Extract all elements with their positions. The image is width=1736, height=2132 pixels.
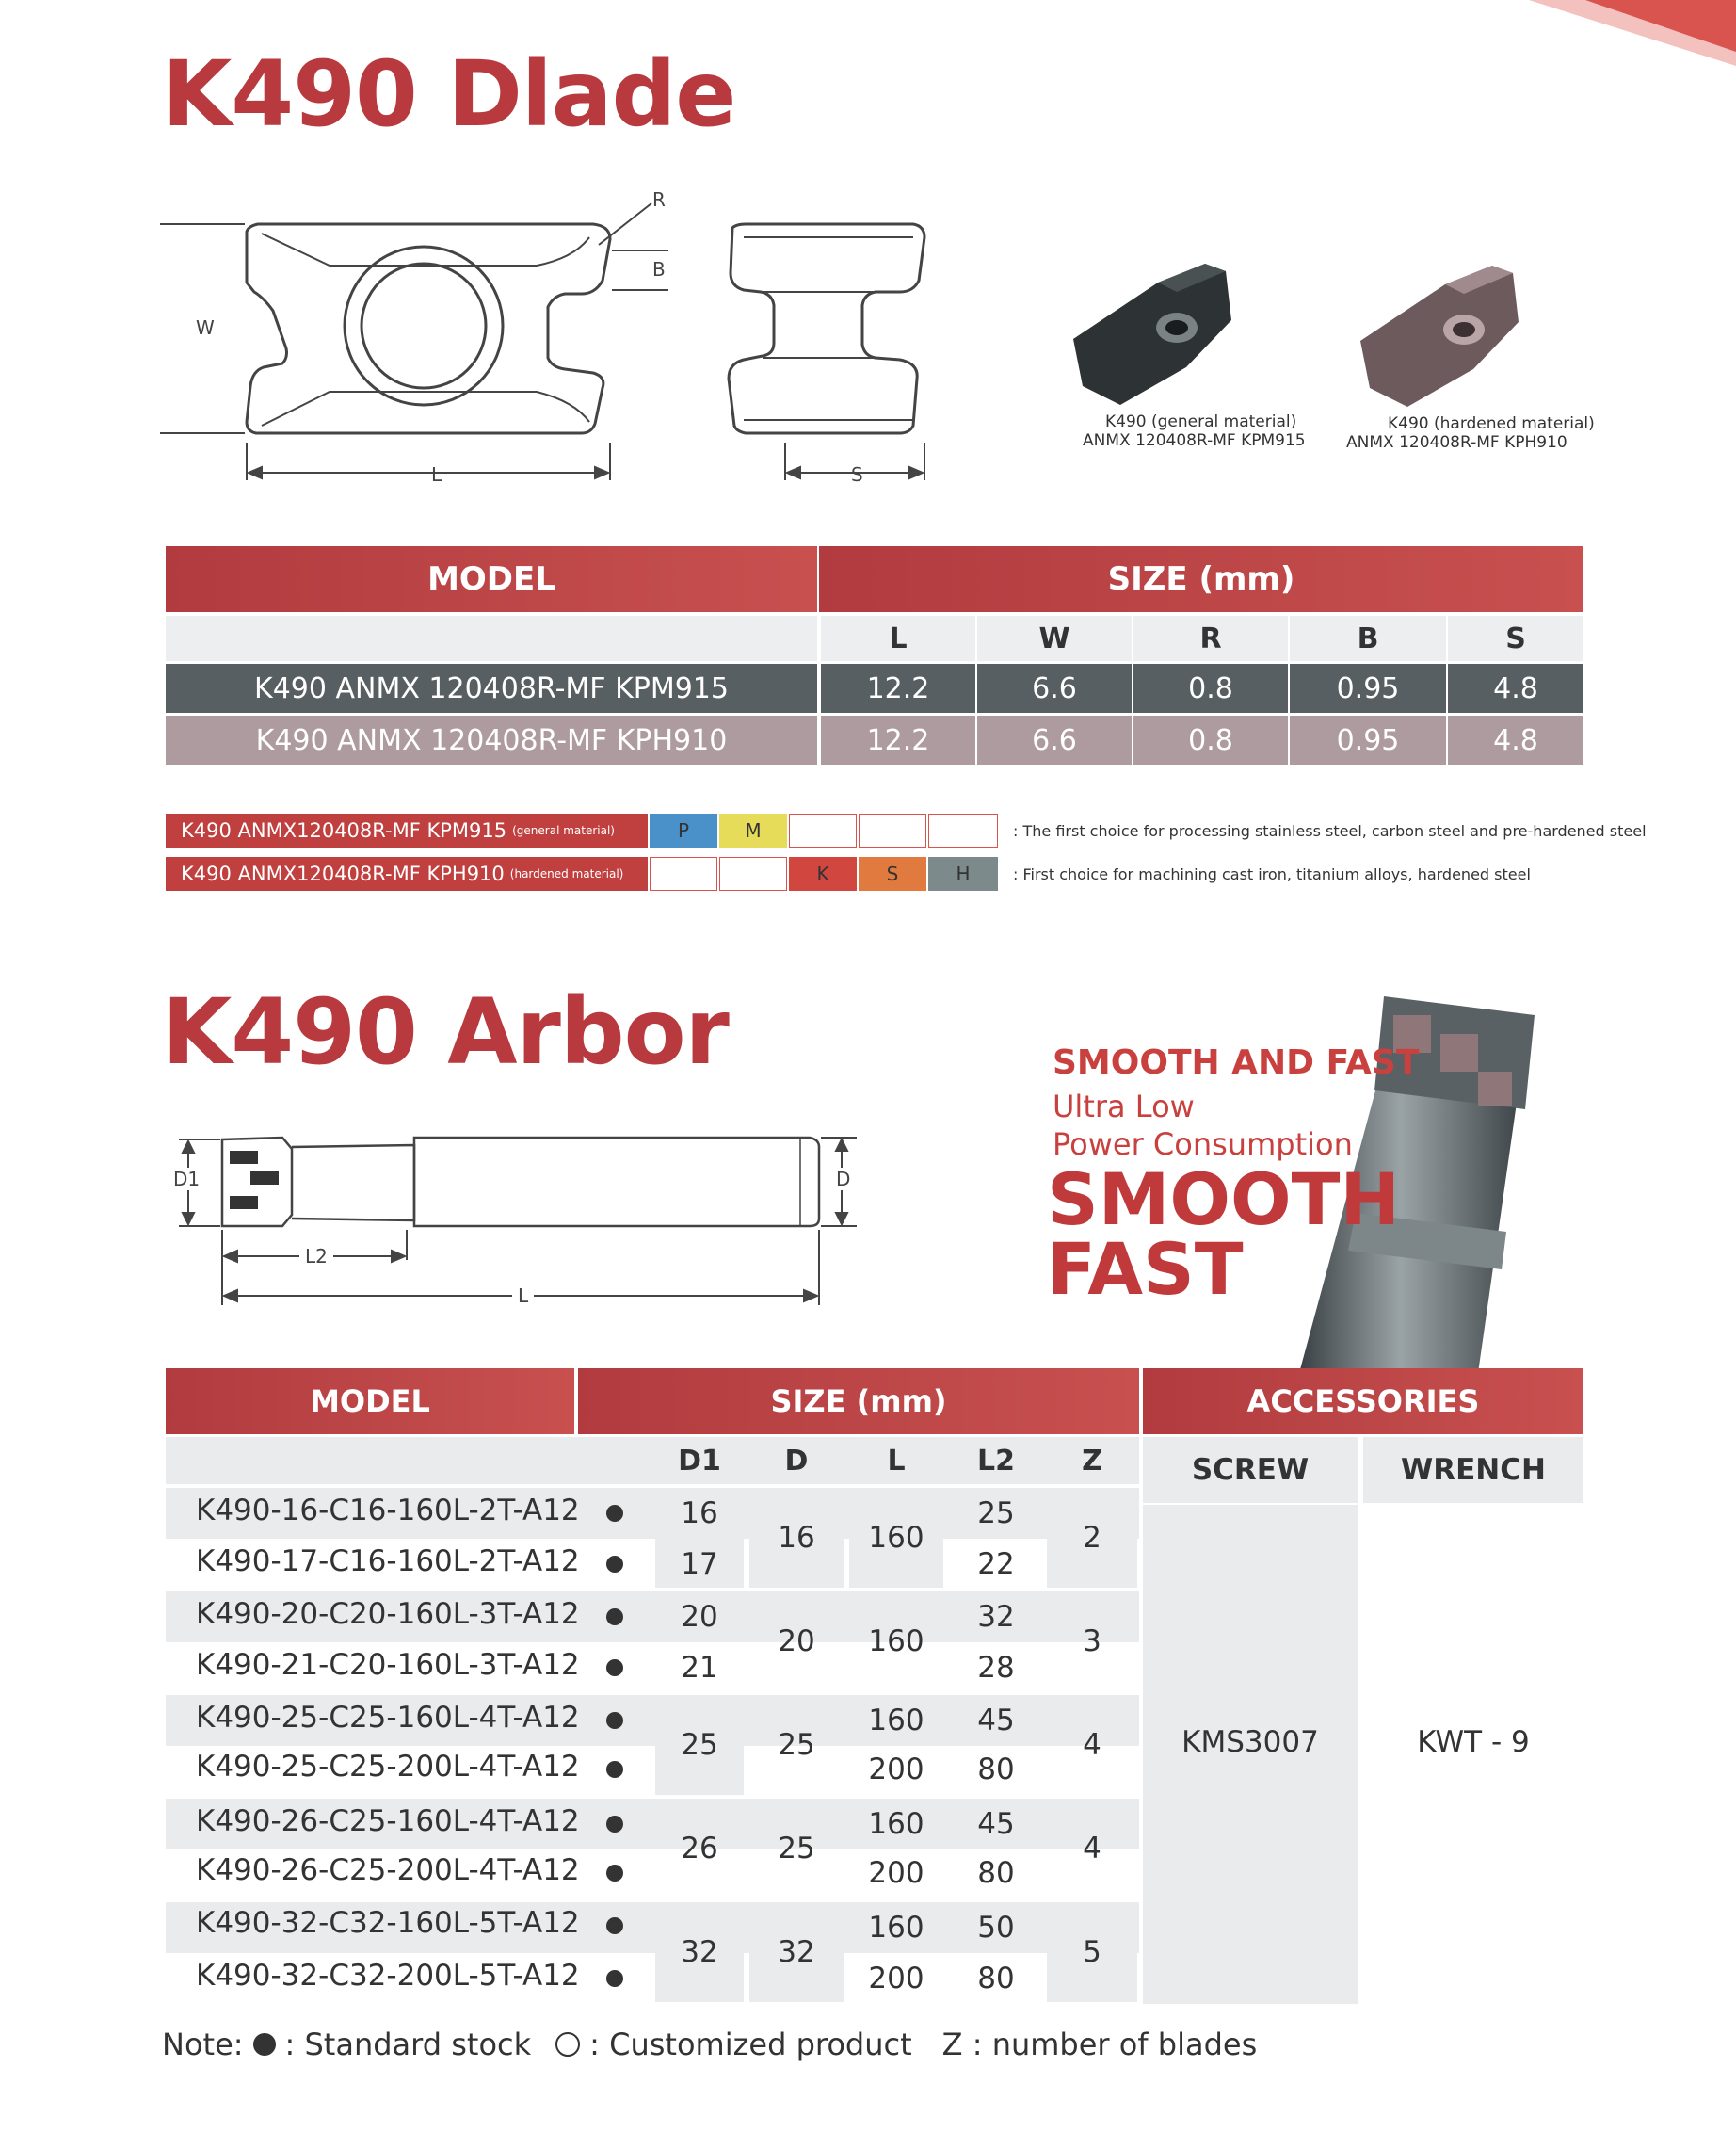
g2-l2-b: 28 (977, 1651, 1015, 1685)
stock-dot-3 (606, 1608, 623, 1625)
g4-d: 25 (778, 1832, 815, 1866)
blade-row2-model: K490 ANMX 120408R-MF KPH910 (166, 716, 817, 765)
model-row-10: K490-32-C32-200L-5T-A12 (196, 1959, 580, 1993)
g4-z: 4 (1083, 1832, 1101, 1866)
stock-dot-1 (606, 1505, 623, 1522)
wrench-value: KWT - 9 (1417, 1725, 1530, 1759)
g1-l2-a: 25 (977, 1496, 1015, 1530)
material-row1-empty-2 (859, 814, 926, 848)
blade-photo-general (1064, 254, 1262, 405)
g4-l-a: 160 (868, 1807, 924, 1841)
blade-row2-W: 6.6 (977, 716, 1132, 765)
label-S: S (851, 463, 863, 486)
stock-dot-10 (606, 1970, 623, 1987)
g3-d: 25 (778, 1728, 815, 1762)
model-row-1: K490-16-C16-160L-2T-A12 (196, 1494, 580, 1527)
g3-d1: 25 (681, 1728, 718, 1762)
g5-l2-b: 80 (977, 1962, 1015, 1995)
g3-z: 4 (1083, 1728, 1101, 1762)
arbor-model-header: MODEL (166, 1368, 574, 1434)
model-row-6: K490-25-C25-200L-4T-A12 (196, 1750, 580, 1784)
screw-value: KMS3007 (1181, 1725, 1319, 1759)
stock-dot-8 (606, 1865, 623, 1882)
model-row-8: K490-26-C25-200L-4T-A12 (196, 1853, 580, 1887)
note-standard: : Standard stock (284, 2027, 532, 2062)
arbor-size-header: SIZE (mm) (578, 1368, 1139, 1434)
note-z: Z : number of blades (941, 2027, 1258, 2062)
material-row1-note: : The first choice for processing stainless steel, carbon steel and pre-hardened steel (1013, 822, 1647, 840)
g2-z: 3 (1083, 1624, 1101, 1658)
blade-row2-L: 12.2 (821, 716, 975, 765)
model-row-4: K490-21-C20-160L-3T-A12 (196, 1648, 580, 1682)
arbor-col-D1: D1 (678, 1444, 721, 1478)
g2-d1-a: 20 (681, 1600, 718, 1634)
photo-hardened-caption (1346, 414, 1610, 452)
promo-line4: SMOOTH (1047, 1157, 1401, 1241)
arbor-col-Z: Z (1082, 1444, 1102, 1478)
g1-z: 2 (1083, 1521, 1101, 1555)
photo-general-line1: K490 (general material) (1105, 412, 1297, 431)
promo-line3: Power Consumption (1053, 1126, 1353, 1162)
material-row2-model: K490 ANMX120408R-MF KPH910 (181, 863, 505, 885)
g2-d: 20 (778, 1624, 815, 1658)
g2-l2-a: 32 (977, 1600, 1015, 1634)
g4-l2-b: 80 (977, 1856, 1015, 1890)
arbor-col-wrench: WRENCH (1363, 1437, 1583, 1503)
note-custom: : Customized product (589, 2027, 912, 2062)
label-D: D (832, 1168, 854, 1190)
model-row-7: K490-26-C25-160L-4T-A12 (196, 1804, 580, 1838)
blade-col-L: L (821, 616, 975, 661)
g4-l2-a: 45 (977, 1807, 1015, 1841)
blade-row2-R: 0.8 (1133, 716, 1288, 765)
g1-d1-a: 16 (681, 1496, 718, 1530)
g2-l: 160 (868, 1624, 924, 1658)
photo-general-line2: ANMX 120408R-MF KPM915 (1083, 431, 1306, 450)
material-row2-label (166, 857, 648, 891)
label-L2: L2 (299, 1245, 333, 1268)
g5-z: 5 (1083, 1935, 1101, 1969)
g1-l2-b: 22 (977, 1547, 1015, 1581)
standard-stock-icon (253, 2033, 276, 2056)
photo-hardened-line1: K490 (hardened material) (1388, 414, 1595, 433)
blade-row1-L: 12.2 (821, 664, 975, 713)
g4-l-b: 200 (868, 1856, 924, 1890)
g5-l2-a: 50 (977, 1911, 1015, 1945)
material-K-cell: K (789, 857, 857, 891)
g3-l2-b: 80 (977, 1752, 1015, 1786)
g5-d1: 32 (681, 1935, 718, 1969)
corner-decoration (1529, 0, 1736, 66)
blade-row1-R: 0.8 (1133, 664, 1288, 713)
note-prefix: Note: (162, 2027, 244, 2062)
stock-dot-7 (606, 1816, 623, 1833)
blade-col-W: W (977, 616, 1132, 661)
model-row-9: K490-32-C32-160L-5T-A12 (196, 1906, 580, 1940)
blade-row1-W: 6.6 (977, 664, 1132, 713)
blade-row1-S: 4.8 (1448, 664, 1583, 713)
blade-row2-S: 4.8 (1448, 716, 1583, 765)
arbor-col-L: L (887, 1444, 906, 1478)
blade-photo-hardened (1351, 256, 1549, 407)
stock-dot-6 (606, 1761, 623, 1778)
model-row-5: K490-25-C25-160L-4T-A12 (196, 1701, 580, 1735)
g2-d1-b: 21 (681, 1651, 718, 1685)
material-row1-tag: (general material) (512, 824, 615, 837)
g5-d: 32 (778, 1935, 815, 1969)
material-row1-empty-1 (789, 814, 857, 848)
material-row1-label (166, 814, 648, 848)
photo-hardened-line2: ANMX 120408R-MF KPH910 (1346, 433, 1567, 452)
arbor-accessories-header: ACCESSORIES (1143, 1368, 1583, 1434)
promo-line1: SMOOTH AND FAST (1053, 1043, 1420, 1082)
material-M-cell: M (719, 814, 787, 848)
blade-row1-B: 0.95 (1290, 664, 1446, 713)
photo-general-caption (1083, 412, 1318, 450)
arbor-col-L2: L2 (977, 1444, 1015, 1478)
label-W: W (196, 316, 215, 339)
promo-line2: Ultra Low (1053, 1089, 1195, 1124)
arbor-title: K490 Arbor (162, 979, 729, 1085)
material-row2-empty-1 (650, 857, 717, 891)
legend-note (162, 2027, 1257, 2062)
material-S-cell: S (859, 857, 926, 891)
material-H-cell: H (928, 857, 998, 891)
g1-d: 16 (778, 1521, 815, 1555)
g3-l-b: 200 (868, 1752, 924, 1786)
stock-dot-5 (606, 1712, 623, 1729)
material-row2-tag: (hardened material) (509, 867, 624, 880)
g1-l: 160 (868, 1521, 924, 1555)
g3-l-a: 160 (868, 1704, 924, 1737)
material-P-cell: P (650, 814, 717, 848)
blade-drawing (160, 179, 951, 499)
arbor-col-D: D (784, 1444, 809, 1478)
material-row2-note: : First choice for machining cast iron, titanium alloys, hardened steel (1013, 865, 1531, 883)
blade-model-header: MODEL (166, 546, 817, 612)
blade-size-header: SIZE (mm) (819, 546, 1583, 612)
material-row1-empty-3 (928, 814, 998, 848)
g5-l-a: 160 (868, 1911, 924, 1945)
label-arbor-L: L (512, 1284, 534, 1307)
blade-title: K490 Dlade (162, 41, 736, 147)
blade-row2-B: 0.95 (1290, 716, 1446, 765)
model-row-3: K490-20-C20-160L-3T-A12 (196, 1597, 580, 1631)
g5-l-b: 200 (868, 1962, 924, 1995)
model-row-2: K490-17-C16-160L-2T-A12 (196, 1544, 580, 1578)
label-R: R (652, 188, 666, 211)
promo-line5: FAST (1047, 1227, 1244, 1311)
arbor-col-screw: SCREW (1143, 1437, 1358, 1503)
blade-subhdr-blank (166, 616, 817, 661)
label-B: B (652, 258, 666, 281)
g3-l2-a: 45 (977, 1704, 1015, 1737)
customized-product-icon (555, 2032, 580, 2057)
blade-row1-model: K490 ANMX 120408R-MF KPM915 (166, 664, 817, 713)
label-D1: D1 (169, 1168, 203, 1190)
stock-dot-2 (606, 1556, 623, 1573)
blade-col-S: S (1448, 616, 1583, 661)
stock-dot-4 (606, 1659, 623, 1676)
g4-d1: 26 (681, 1832, 718, 1866)
label-L: L (431, 463, 442, 486)
material-row2-empty-2 (719, 857, 787, 891)
blade-col-B: B (1290, 616, 1446, 661)
blade-col-R: R (1133, 616, 1288, 661)
material-row1-model: K490 ANMX120408R-MF KPM915 (181, 819, 507, 842)
g1-d1-b: 17 (681, 1547, 718, 1581)
stock-dot-9 (606, 1917, 623, 1934)
